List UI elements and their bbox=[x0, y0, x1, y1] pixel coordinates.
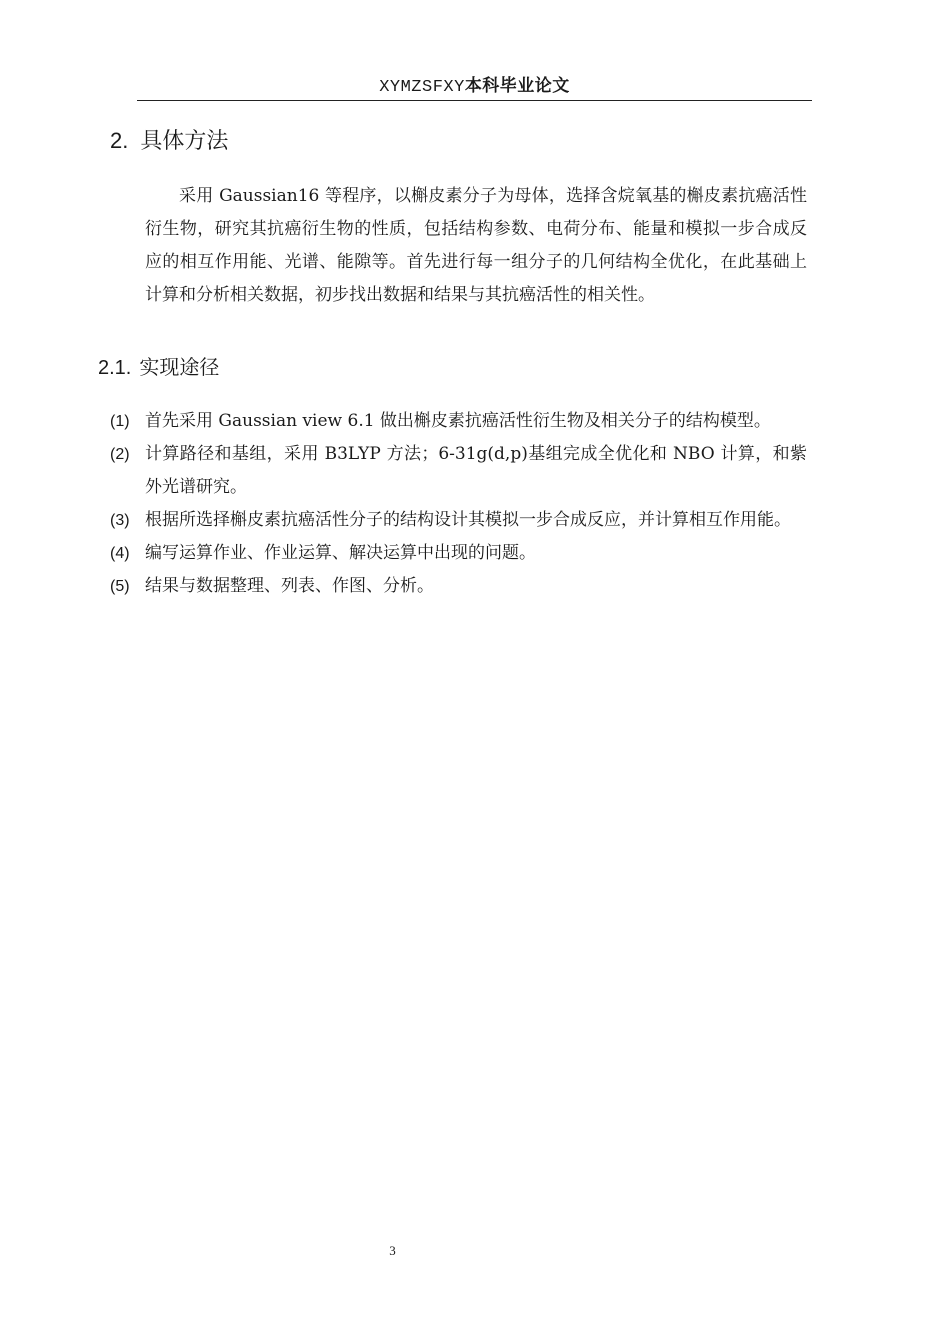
subsection-heading bbox=[98, 352, 219, 383]
section-number: 2. bbox=[110, 128, 129, 153]
section-title: 具体方法 bbox=[140, 129, 229, 154]
section-heading bbox=[110, 124, 228, 159]
list-item-number: (5) bbox=[110, 578, 130, 595]
list-item-text: 编写运算作业、作业运算、解决运算中出现的问题。 bbox=[145, 543, 536, 563]
list-item bbox=[0, 537, 807, 570]
list-item-number: (3) bbox=[110, 512, 130, 529]
header-title: 本科毕业论文 bbox=[464, 76, 570, 96]
list-item bbox=[0, 405, 807, 438]
list-item bbox=[0, 438, 807, 504]
page-header bbox=[137, 74, 812, 101]
list-item bbox=[0, 504, 807, 537]
list-item-number: (4) bbox=[110, 545, 130, 562]
subsection-number: 2.1. bbox=[98, 357, 132, 379]
step-list bbox=[0, 405, 950, 603]
list-item-text: 首先采用 Gaussian view 6.1 做出槲皮素抗癌活性衍生物及相关分子的结构模型。 bbox=[145, 411, 771, 431]
subsection-title: 实现途径 bbox=[139, 355, 220, 379]
section-paragraph: 采用 Gaussian16 等程序，以槲皮素分子为母体，选择含烷氧基的槲皮素抗癌活性衍生物，研究其抗癌衍生物的性质，包括结构参数、电荷分布、能量和模拟一步合成反应的相互作用能、光谱、能隙等。首先进行每一组分子的几何结构全优化，在此基础上计算和分析相关数据，初步找出数据和结果与其抗癌活性的相关性。 bbox=[145, 186, 807, 305]
list-item-number: (2) bbox=[110, 446, 130, 463]
list-item bbox=[0, 570, 807, 603]
list-item-text: 计算路径和基组，采用 B3LYP 方法；6-31g(d,p)基组完成全优化和 NBO 计算，和紫外光谱研究。 bbox=[145, 444, 807, 497]
list-item-number: (1) bbox=[110, 413, 130, 430]
page-number: 3 bbox=[389, 1243, 396, 1258]
list-item-text: 结果与数据整理、列表、作图、分析。 bbox=[145, 576, 434, 596]
header-code: XYMZSFXY bbox=[379, 78, 465, 97]
list-item-text: 根据所选择槲皮素抗癌活性分子的结构设计其模拟一步合成反应，并计算相互作用能。 bbox=[145, 510, 791, 530]
